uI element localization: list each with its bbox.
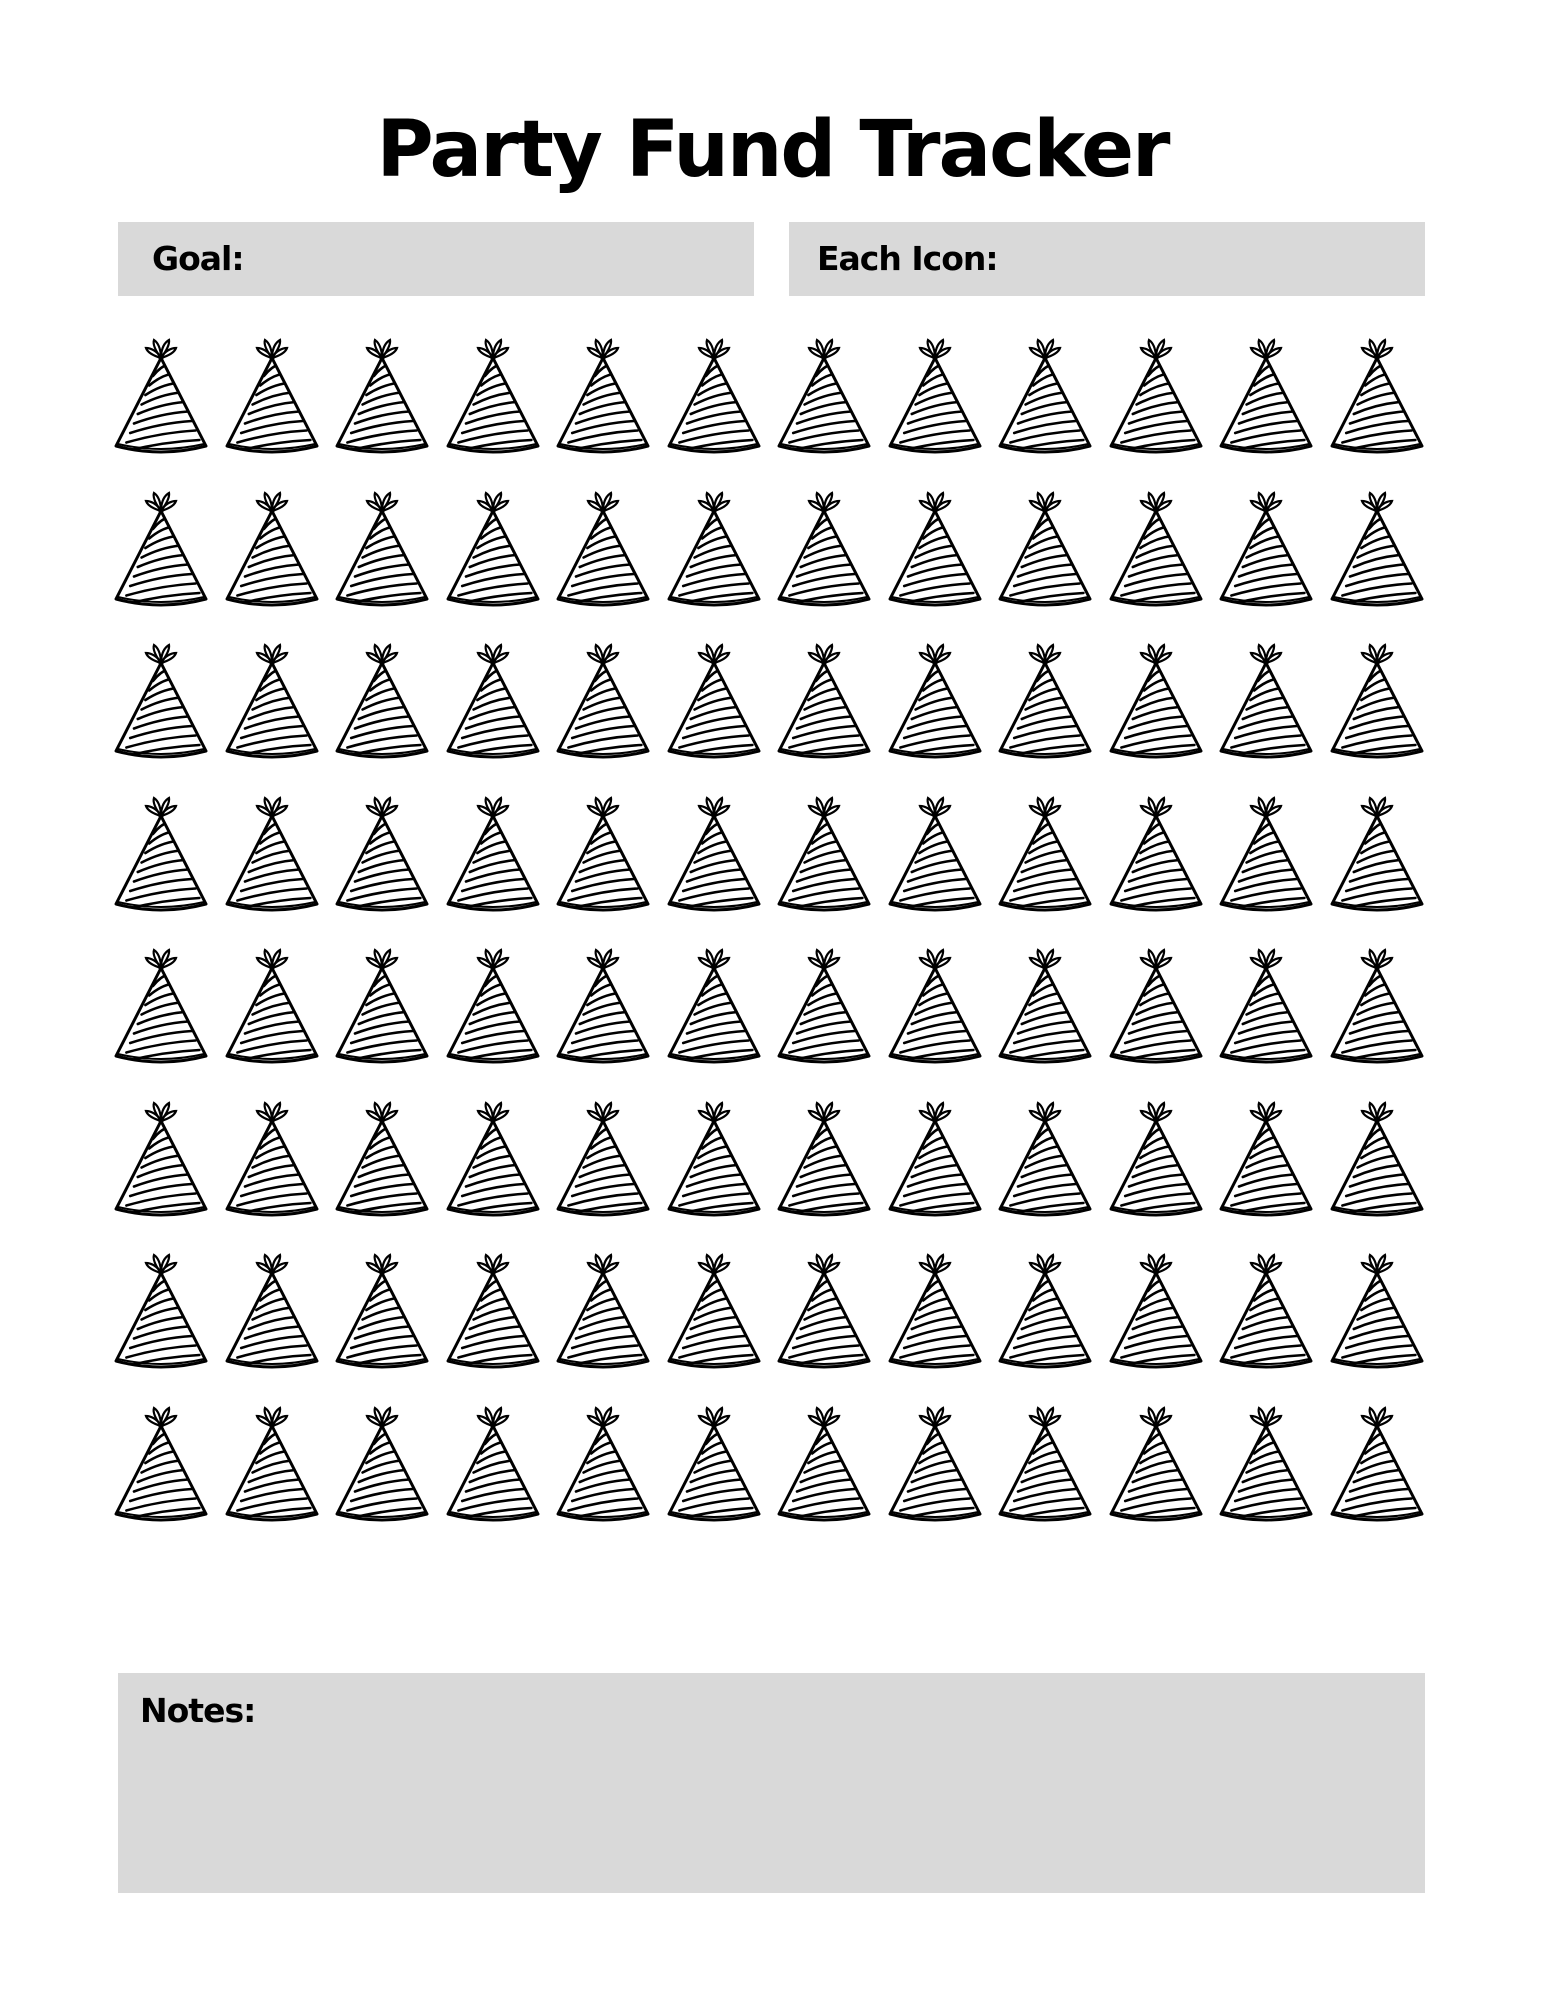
party-hat-icon[interactable]	[333, 483, 431, 613]
goal-label: Goal:	[152, 239, 244, 278]
party-hat-icon[interactable]	[775, 788, 873, 918]
party-hat-icon[interactable]	[775, 940, 873, 1070]
party-hat-icon[interactable]	[886, 940, 984, 1070]
party-hat-icon[interactable]	[1217, 1398, 1315, 1528]
party-hat-icon[interactable]	[886, 1245, 984, 1375]
party-hat-icon[interactable]	[996, 1093, 1094, 1223]
party-hat-icon[interactable]	[112, 1093, 210, 1223]
party-hat-icon[interactable]	[886, 788, 984, 918]
party-hat-icon[interactable]	[112, 1398, 210, 1528]
party-hat-icon[interactable]	[665, 483, 763, 613]
party-hat-icon[interactable]	[1217, 1245, 1315, 1375]
party-hat-icon[interactable]	[223, 1398, 321, 1528]
party-hat-icon[interactable]	[112, 483, 210, 613]
party-hat-icon[interactable]	[665, 1398, 763, 1528]
party-hat-icon[interactable]	[886, 1398, 984, 1528]
party-hat-icon[interactable]	[223, 330, 321, 460]
party-hat-icon[interactable]	[223, 1245, 321, 1375]
party-hat-icon[interactable]	[444, 788, 542, 918]
party-hat-icon[interactable]	[775, 1398, 873, 1528]
party-hat-icon[interactable]	[112, 330, 210, 460]
party-hat-icon[interactable]	[223, 940, 321, 1070]
party-hat-icon[interactable]	[1328, 330, 1426, 460]
party-hat-icon[interactable]	[996, 483, 1094, 613]
party-hat-icon[interactable]	[1328, 635, 1426, 765]
party-hat-icon[interactable]	[333, 635, 431, 765]
party-hat-icon[interactable]	[1217, 940, 1315, 1070]
party-hat-icon[interactable]	[1328, 788, 1426, 918]
party-hat-icon[interactable]	[554, 635, 652, 765]
party-hat-icon[interactable]	[665, 330, 763, 460]
party-hat-icon[interactable]	[996, 788, 1094, 918]
party-hat-icon[interactable]	[665, 1093, 763, 1223]
party-hat-icon[interactable]	[1107, 1093, 1205, 1223]
party-hat-icon[interactable]	[333, 940, 431, 1070]
party-hat-icon[interactable]	[444, 635, 542, 765]
party-hat-icon[interactable]	[1107, 330, 1205, 460]
party-hat-icon[interactable]	[996, 330, 1094, 460]
party-hat-icon[interactable]	[112, 940, 210, 1070]
each-icon-field[interactable]	[789, 222, 1425, 296]
party-hat-icon[interactable]	[1107, 635, 1205, 765]
party-hat-tracker-grid	[112, 330, 1434, 1530]
party-hat-icon[interactable]	[333, 330, 431, 460]
goal-field[interactable]	[118, 222, 754, 296]
party-hat-icon[interactable]	[554, 788, 652, 918]
party-hat-icon[interactable]	[112, 788, 210, 918]
party-hat-icon[interactable]	[1217, 788, 1315, 918]
party-hat-icon[interactable]	[444, 1093, 542, 1223]
party-hat-icon[interactable]	[996, 1245, 1094, 1375]
party-hat-icon[interactable]	[554, 1245, 652, 1375]
party-hat-icon[interactable]	[1107, 1245, 1205, 1375]
party-hat-icon[interactable]	[1328, 940, 1426, 1070]
party-hat-icon[interactable]	[775, 1245, 873, 1375]
party-hat-icon[interactable]	[1217, 1093, 1315, 1223]
party-hat-icon[interactable]	[223, 788, 321, 918]
party-hat-icon[interactable]	[554, 483, 652, 613]
party-hat-icon[interactable]	[333, 1245, 431, 1375]
party-hat-icon[interactable]	[1107, 788, 1205, 918]
party-hat-icon[interactable]	[444, 1398, 542, 1528]
party-hat-icon[interactable]	[223, 635, 321, 765]
party-hat-icon[interactable]	[444, 940, 542, 1070]
party-hat-icon[interactable]	[886, 483, 984, 613]
party-hat-icon[interactable]	[554, 1398, 652, 1528]
party-hat-icon[interactable]	[1328, 1093, 1426, 1223]
party-hat-icon[interactable]	[665, 635, 763, 765]
party-hat-icon[interactable]	[886, 1093, 984, 1223]
party-hat-icon[interactable]	[554, 940, 652, 1070]
party-hat-icon[interactable]	[1328, 1245, 1426, 1375]
party-hat-icon[interactable]	[775, 483, 873, 613]
party-hat-icon[interactable]	[444, 330, 542, 460]
party-hat-icon[interactable]	[444, 1245, 542, 1375]
party-hat-icon[interactable]	[996, 635, 1094, 765]
party-hat-icon[interactable]	[1328, 1398, 1426, 1528]
party-hat-icon[interactable]	[775, 330, 873, 460]
party-hat-icon[interactable]	[333, 1093, 431, 1223]
party-hat-icon[interactable]	[333, 788, 431, 918]
party-hat-icon[interactable]	[112, 635, 210, 765]
party-hat-icon[interactable]	[886, 330, 984, 460]
party-hat-icon[interactable]	[1107, 1398, 1205, 1528]
party-hat-icon[interactable]	[112, 1245, 210, 1375]
notes-field[interactable]	[118, 1673, 1425, 1893]
party-hat-icon[interactable]	[775, 1093, 873, 1223]
party-hat-icon[interactable]	[1328, 483, 1426, 613]
party-hat-icon[interactable]	[333, 1398, 431, 1528]
party-hat-icon[interactable]	[554, 330, 652, 460]
party-hat-icon[interactable]	[996, 940, 1094, 1070]
party-hat-icon[interactable]	[554, 1093, 652, 1223]
party-hat-icon[interactable]	[665, 1245, 763, 1375]
party-hat-icon[interactable]	[1217, 635, 1315, 765]
page-title: Party Fund Tracker	[376, 105, 1169, 195]
party-hat-icon[interactable]	[996, 1398, 1094, 1528]
party-hat-icon[interactable]	[665, 788, 763, 918]
party-hat-icon[interactable]	[444, 483, 542, 613]
party-hat-icon[interactable]	[665, 940, 763, 1070]
notes-label: Notes:	[140, 1691, 256, 1730]
party-hat-icon[interactable]	[1217, 483, 1315, 613]
party-hat-icon[interactable]	[775, 635, 873, 765]
party-hat-icon[interactable]	[223, 1093, 321, 1223]
party-hat-icon[interactable]	[223, 483, 321, 613]
party-hat-icon[interactable]	[1107, 483, 1205, 613]
each-icon-label: Each Icon:	[817, 239, 998, 278]
party-hat-icon[interactable]	[886, 635, 984, 765]
party-hat-icon[interactable]	[1217, 330, 1315, 460]
party-hat-icon[interactable]	[1107, 940, 1205, 1070]
